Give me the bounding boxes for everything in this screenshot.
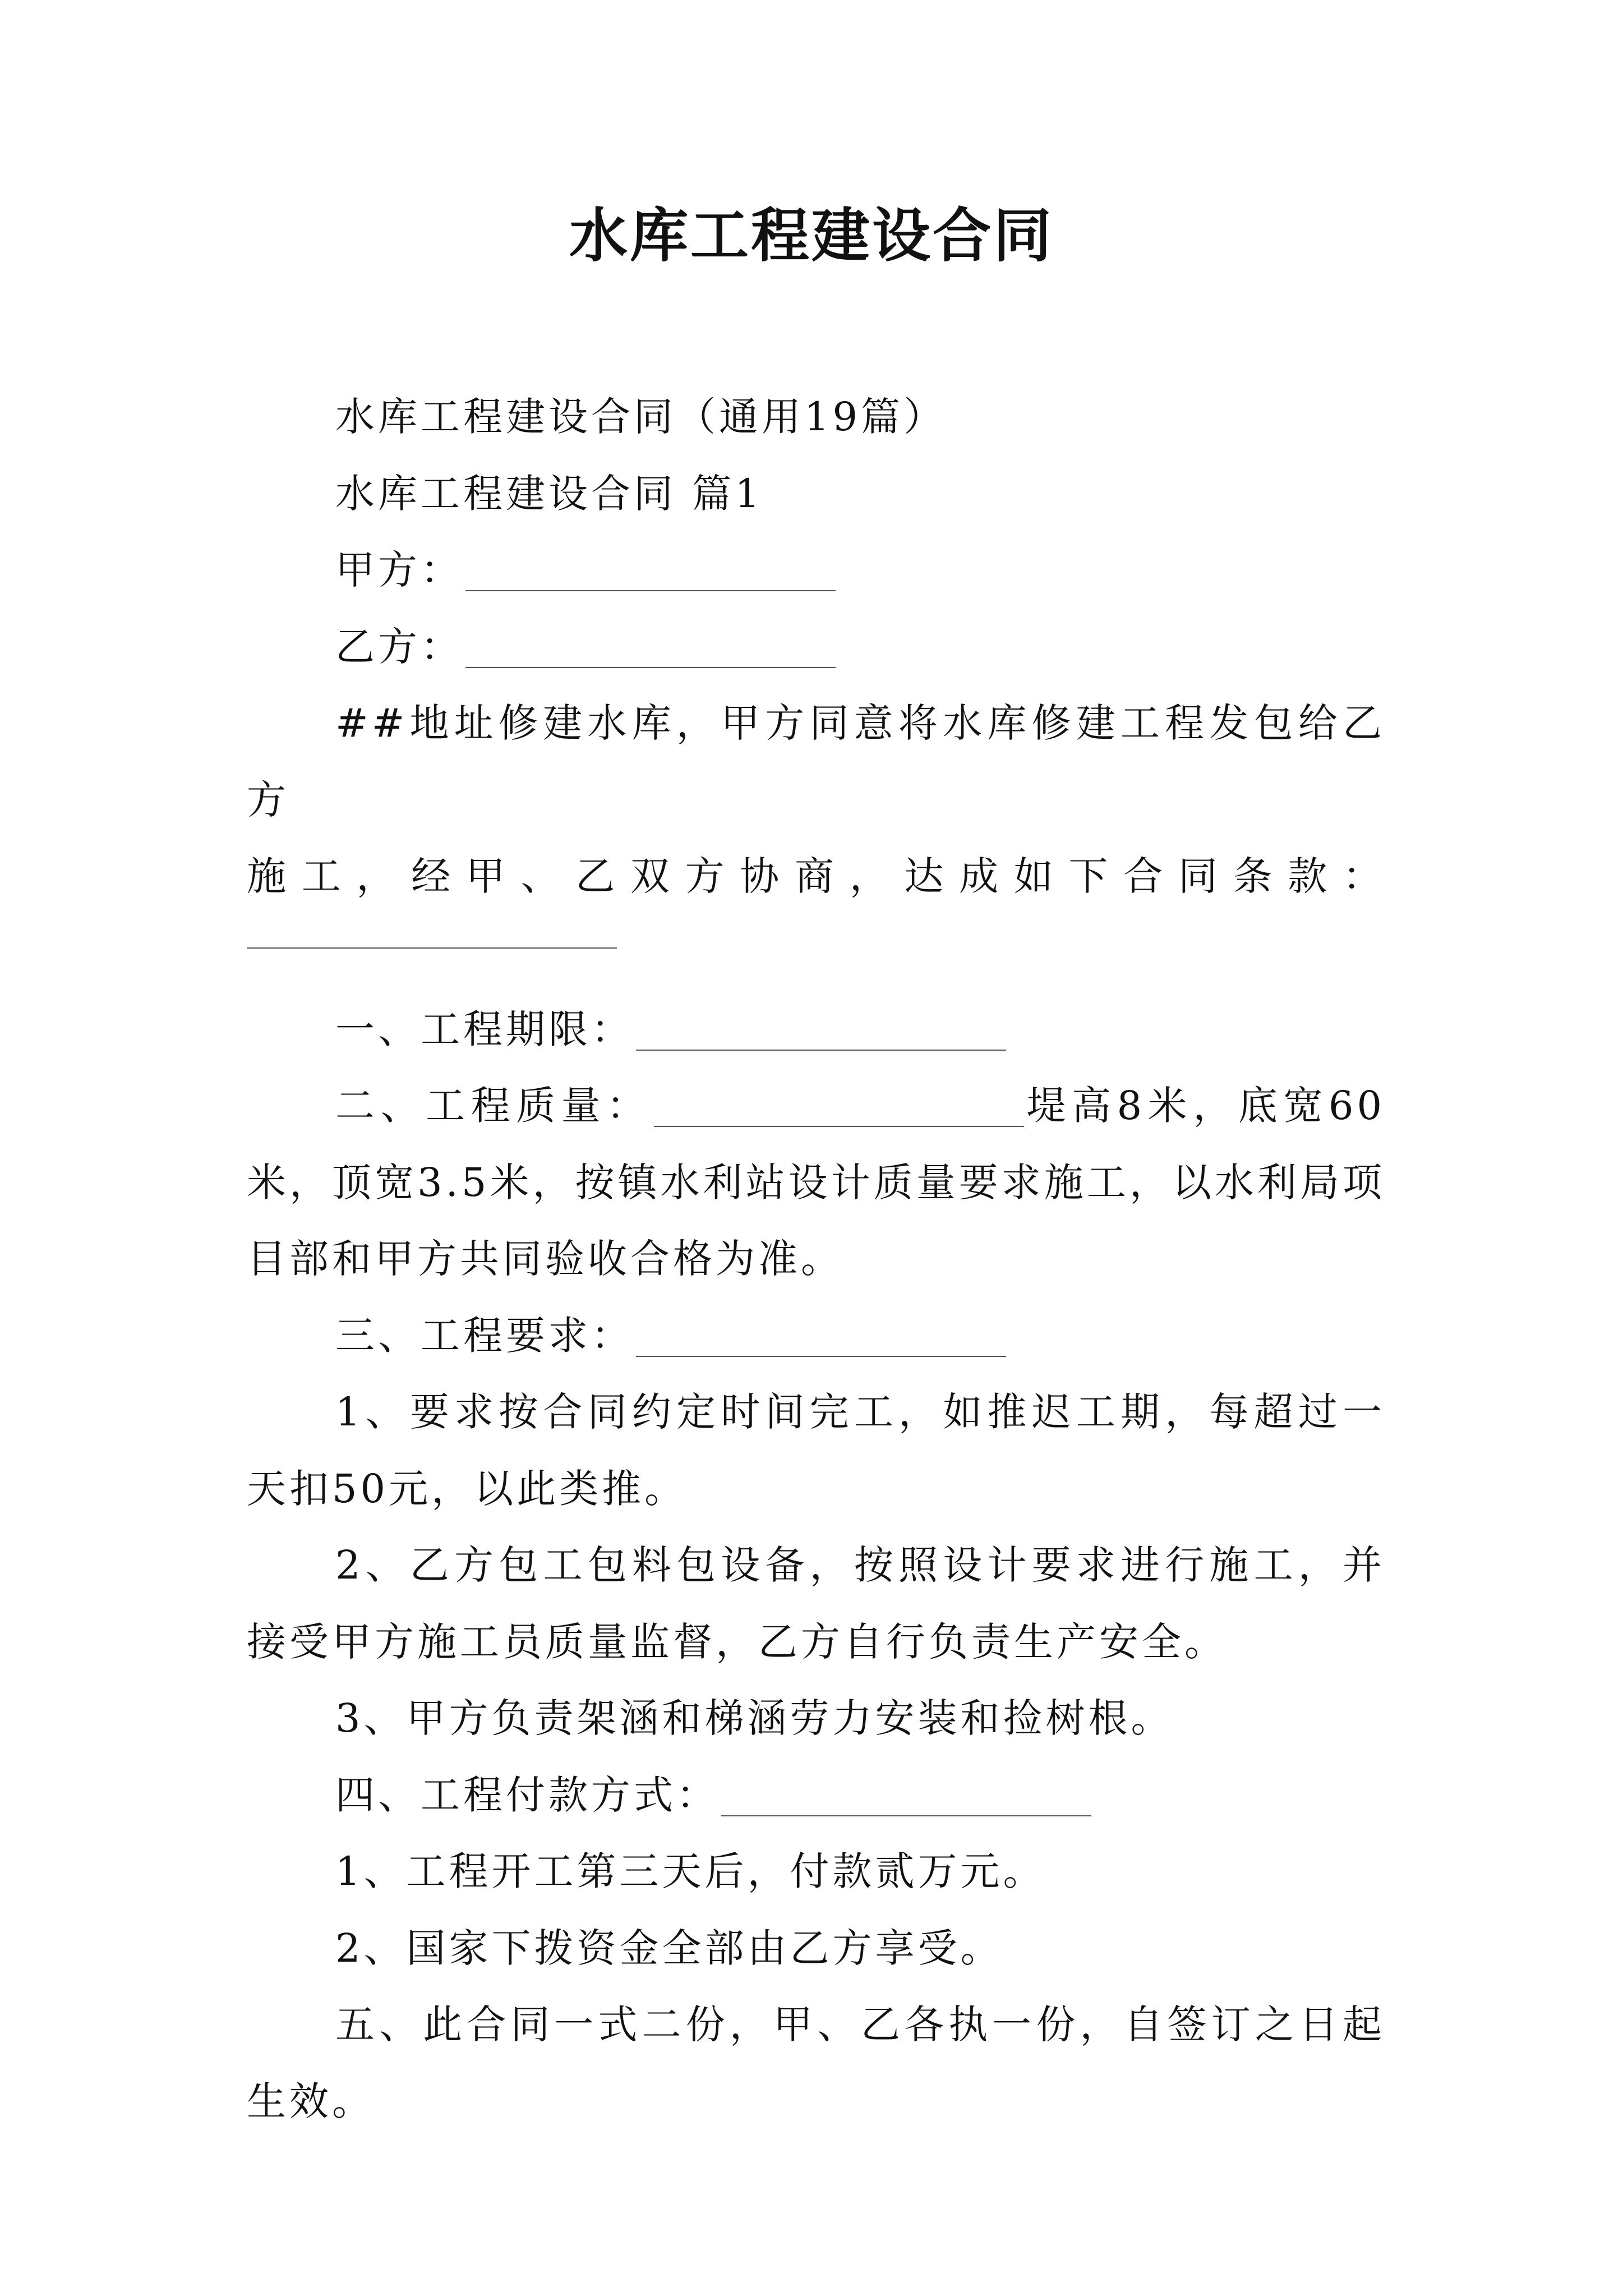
preamble-line-1: ##地址修建水库，甲方同意将水库修建工程发包给乙方 [247, 700, 1385, 823]
section-heading: 水库工程建设合同 篇1 [335, 470, 763, 517]
subtitle: 水库工程建设合同（通用19篇） [335, 394, 947, 440]
requirement-3: 3、甲方负责架涵和梯涵劳力安装和捡树根。 [335, 1695, 1174, 1741]
clause-quality [247, 1068, 1385, 1297]
party-a-label: 甲方： [335, 547, 463, 593]
quality-text-a: 堤高8米，底宽60 [1023, 1083, 1386, 1129]
requirements-blank [636, 1317, 1006, 1357]
preamble-line-2: 施工，经甲、乙双方协商，达成如下合同条款： [247, 853, 1385, 899]
document-title: 水库工程建设合同 [569, 201, 1054, 270]
payment-label: 四、工程付款方式： [335, 1772, 719, 1818]
requirement-1: 1、要求按合同约定时间完工，如推迟工期，每超过一天扣50元，以此类推。 [247, 1389, 1385, 1512]
quality-blank [654, 1087, 1024, 1127]
payment-blank [721, 1776, 1091, 1816]
party-a-line [247, 532, 1385, 609]
requirements-label: 三、工程要求： [335, 1312, 634, 1359]
quality-text-b: 米，顶宽3.5米，按镇水利站设计质量要求施工，以水利局项目部和甲方共同验收合格为准。 [247, 1159, 1385, 1282]
requirement-2: 2、乙方包工包料包设备，按照设计要求进行施工，并接受甲方施工员质量监督，乙方自行负责生产安全。 [247, 1542, 1385, 1665]
party-b-label: 乙方： [335, 623, 463, 670]
party-b-line [247, 609, 1385, 685]
payment-1: 1、工程开工第三天后，付款贰万元。 [335, 1848, 1046, 1894]
party-b-blank [465, 628, 836, 668]
document-body [247, 379, 1385, 2139]
period-blank [636, 1010, 1006, 1051]
payment-2: 2、国家下拨资金全部由乙方享受。 [335, 1925, 1003, 1971]
clause-period [247, 991, 1385, 1068]
clause-copies: 五、此合同一式二份，甲、乙各执一份，自签订之日起生效。 [247, 2001, 1385, 2124]
quality-label: 二、工程质量： [335, 1083, 652, 1129]
clause-requirements [247, 1297, 1385, 1374]
party-a-blank [465, 551, 836, 591]
preamble-blank [247, 947, 617, 949]
period-label: 一、工程期限： [335, 1006, 634, 1052]
clause-payment [247, 1757, 1385, 1834]
